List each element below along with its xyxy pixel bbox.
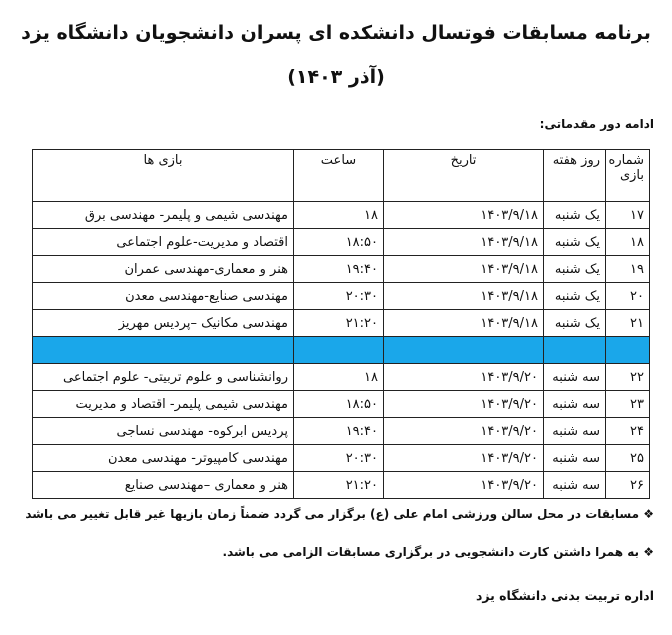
cell-time: ۲۱:۲۰ — [294, 310, 384, 337]
cell-day: یک شنبه — [544, 283, 606, 310]
cell-time: ۲۱:۲۰ — [294, 472, 384, 499]
cell-game: روانشناسی و علوم تربیتی- علوم اجتماعی — [33, 364, 294, 391]
cell-time: ۲۰:۳۰ — [294, 445, 384, 472]
schedule-table — [32, 149, 650, 499]
cell-date: ۱۴۰۳/۹/۲۰ — [384, 391, 544, 418]
cell-day: یک شنبه — [544, 256, 606, 283]
table-row — [33, 310, 650, 337]
cell-game: پردیس ابرکوه- مهندسی نساجی — [33, 418, 294, 445]
cell-game: مهندسی مکانیک –پردیس مهریز — [33, 310, 294, 337]
table-row — [33, 445, 650, 472]
cell-game: مهندسی کامپیوتر- مهندسی معدن — [33, 445, 294, 472]
cell-num: ۲۶ — [606, 472, 650, 499]
cell-day: سه شنبه — [544, 445, 606, 472]
cell-day: سه شنبه — [544, 418, 606, 445]
cell-game: هنر و معماری –مهندسی صنایع — [33, 472, 294, 499]
header-date: تاریخ — [384, 150, 544, 202]
separator-cell — [33, 337, 294, 364]
header-day: روز هفته — [544, 150, 606, 202]
section-label: ادامه دور مقدماتی: — [539, 117, 654, 131]
note-student-card: ❖ به همرا داشتن کارت دانشجویی در برگزاری مسابقات الزامی می باشد. — [222, 545, 654, 559]
cell-time: ۱۸:۵۰ — [294, 229, 384, 256]
cell-game: هنر و معماری-مهندسی عمران — [33, 256, 294, 283]
signature-office: اداره تربیت بدنی دانشگاه یزد — [475, 588, 654, 603]
cell-game: مهندسی شیمی و پلیمر- مهندسی برق — [33, 202, 294, 229]
cell-time: ۲۰:۳۰ — [294, 283, 384, 310]
table-row — [33, 472, 650, 499]
cell-num: ۲۱ — [606, 310, 650, 337]
cell-num: ۲۰ — [606, 283, 650, 310]
separator-cell — [544, 337, 606, 364]
cell-date: ۱۴۰۳/۹/۱۸ — [384, 229, 544, 256]
separator-cell — [606, 337, 650, 364]
separator-cell — [294, 337, 384, 364]
header-games: بازی ها — [33, 150, 294, 202]
cell-day: یک شنبه — [544, 202, 606, 229]
cell-num: ۱۸ — [606, 229, 650, 256]
cell-num: ۲۲ — [606, 364, 650, 391]
cell-date: ۱۴۰۳/۹/۲۰ — [384, 364, 544, 391]
cell-date: ۱۴۰۳/۹/۲۰ — [384, 472, 544, 499]
cell-time: ۱۸ — [294, 202, 384, 229]
cell-date: ۱۴۰۳/۹/۱۸ — [384, 310, 544, 337]
note-venue: ❖ مسابقات در محل سالن ورزشی امام علی (ع) برگزار می گردد ضمناً زمان بازیها غیر قابل تغییر می باشد — [25, 507, 654, 521]
cell-day: سه شنبه — [544, 472, 606, 499]
cell-day: یک شنبه — [544, 310, 606, 337]
cell-date: ۱۴۰۳/۹/۲۰ — [384, 445, 544, 472]
cell-game: مهندسی شیمی پلیمر- اقتصاد و مدیریت — [33, 391, 294, 418]
header-time: ساعت — [294, 150, 384, 202]
cell-date: ۱۴۰۳/۹/۲۰ — [384, 418, 544, 445]
cell-date: ۱۴۰۳/۹/۱۸ — [384, 202, 544, 229]
table-row — [33, 202, 650, 229]
table-row — [33, 283, 650, 310]
page-subtitle: (آذر ۱۴۰۳) — [287, 66, 385, 88]
cell-date: ۱۴۰۳/۹/۱۸ — [384, 256, 544, 283]
cell-time: ۱۸ — [294, 364, 384, 391]
table-row — [33, 364, 650, 391]
cell-game: اقتصاد و مدیریت-علوم اجتماعی — [33, 229, 294, 256]
cell-num: ۲۴ — [606, 418, 650, 445]
page-title: برنامه مسابقات فوتسال دانشکده ای پسران دانشجویان دانشگاه یزد — [21, 22, 651, 44]
cell-game: مهندسی صنایع-مهندسی معدن — [33, 283, 294, 310]
cell-day: یک شنبه — [544, 229, 606, 256]
cell-num: ۱۷ — [606, 202, 650, 229]
cell-time: ۱۹:۴۰ — [294, 256, 384, 283]
table-row — [33, 229, 650, 256]
table-header-row — [33, 150, 650, 202]
cell-num: ۲۳ — [606, 391, 650, 418]
cell-day: سه شنبه — [544, 391, 606, 418]
table-row — [33, 256, 650, 283]
cell-num: ۱۹ — [606, 256, 650, 283]
header-num: شماره بازی — [606, 150, 650, 202]
cell-date: ۱۴۰۳/۹/۱۸ — [384, 283, 544, 310]
table-row — [33, 391, 650, 418]
cell-time: ۱۸:۵۰ — [294, 391, 384, 418]
separator-cell — [384, 337, 544, 364]
cell-time: ۱۹:۴۰ — [294, 418, 384, 445]
separator-row — [33, 337, 650, 364]
cell-day: سه شنبه — [544, 364, 606, 391]
cell-num: ۲۵ — [606, 445, 650, 472]
table-row — [33, 418, 650, 445]
